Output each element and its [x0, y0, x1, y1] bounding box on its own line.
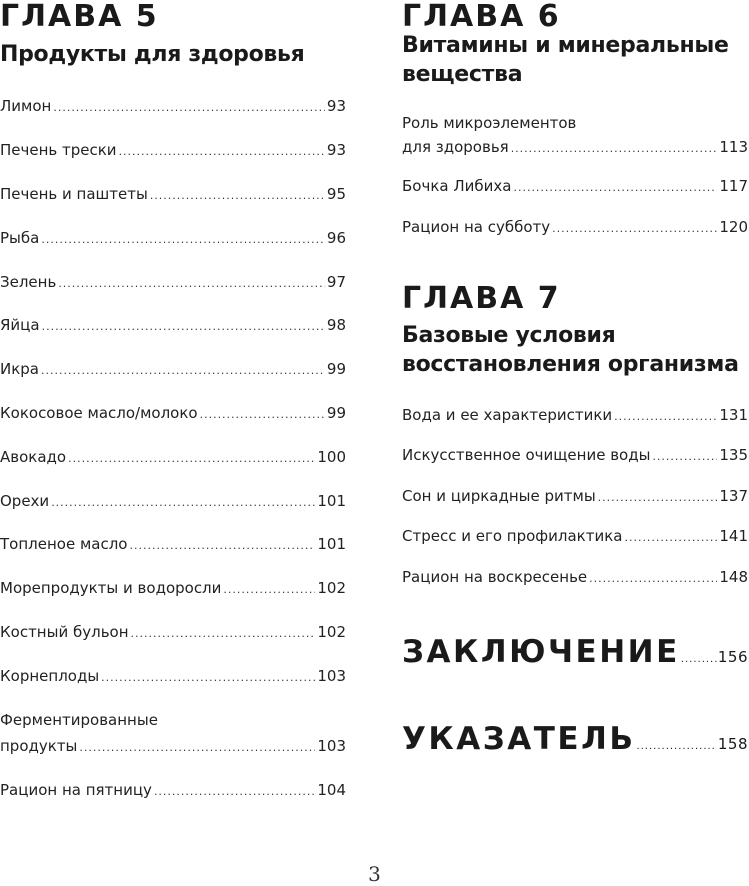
toc-entry-page: 100 — [317, 448, 346, 466]
leader-dots — [101, 666, 315, 690]
index-entry[interactable] — [402, 721, 748, 757]
leader-dots — [79, 736, 315, 760]
toc-entry-page: 131 — [719, 406, 748, 424]
toc-entry-title: Стресс и его профилактика — [402, 527, 623, 545]
leader-dots — [129, 534, 315, 558]
toc-entry-page: 98 — [326, 316, 346, 334]
toc-entry-title: Сон и циркадные ритмы — [402, 487, 596, 505]
toc-entry-page: 93 — [326, 141, 346, 159]
conclusion-entry[interactable] — [402, 634, 748, 670]
toc-entry-page: 103 — [317, 737, 346, 755]
index-page: 158 — [717, 735, 748, 753]
toc-entry-page: 96 — [326, 229, 346, 247]
toc-entry[interactable] — [0, 313, 346, 339]
toc-entry-title: Орехи — [0, 492, 50, 510]
toc-entry-page: 101 — [317, 492, 346, 510]
toc-entry-title: Костный бульон — [0, 623, 129, 641]
toc-entry-page: 137 — [719, 487, 748, 505]
toc-entry[interactable] — [0, 620, 346, 646]
leader-dots — [150, 184, 325, 208]
toc-entry[interactable] — [402, 484, 748, 510]
leader-dots — [42, 315, 325, 339]
toc-entry-title-line1: Ферментированные — [0, 711, 158, 729]
leader-dots — [131, 622, 316, 646]
conclusion-title: ЗАКЛЮЧЕНИЕ — [402, 634, 680, 670]
chapter7-title — [402, 321, 748, 379]
chapter6-title — [402, 31, 748, 89]
toc-entry-page: 95 — [326, 185, 346, 203]
toc-entry-title-line1: Роль микроэлементов — [402, 114, 577, 132]
leader-dots — [223, 578, 315, 602]
toc-entry-title: Морепродукты и водоросли — [0, 579, 222, 597]
toc-entry-title: Топленое масло — [0, 535, 128, 553]
leader-dots — [513, 176, 717, 200]
leader-dots — [53, 96, 325, 120]
toc-entry-page: 99 — [326, 404, 346, 422]
toc-entry-title: Икра — [0, 360, 39, 378]
leader-dots — [552, 217, 717, 241]
toc-entry-page: 104 — [317, 781, 346, 799]
leader-dots — [154, 780, 315, 804]
toc-entry-title: Яйца — [0, 316, 40, 334]
chapter5-title: Продукты для здоровья — [0, 42, 305, 67]
toc-entry-title: Лимон — [0, 97, 52, 115]
toc-entry[interactable] — [402, 524, 748, 550]
chapter7-title-line1: Базовые условия — [402, 323, 616, 348]
toc-entry[interactable] — [402, 443, 748, 469]
chapter6-label: ГЛАВА 6 — [402, 0, 561, 34]
toc-entry-title: Вода и ее характеристики — [402, 406, 613, 424]
toc-entry-page: 135 — [719, 446, 748, 464]
toc-entry-page: 120 — [719, 218, 748, 236]
toc-entry-page: 102 — [317, 579, 346, 597]
toc-entry-page: 141 — [719, 527, 748, 545]
toc-entry-title: Кокосовое масло/молоко — [0, 404, 198, 422]
chapter7-title-line2: восстановления организма — [402, 352, 739, 377]
toc-entry[interactable] — [0, 138, 346, 164]
leader-dots — [598, 486, 718, 510]
leader-dots — [624, 526, 717, 550]
leader-dots — [51, 491, 315, 515]
chapter5-label: ГЛАВА 5 — [0, 0, 159, 34]
leader-dots — [119, 140, 325, 164]
toc-entry-title: Печень и паштеты — [0, 185, 148, 203]
toc-entry[interactable] — [0, 576, 346, 602]
toc-entry-title: Рацион на пятницу — [0, 781, 152, 799]
toc-entry[interactable] — [402, 215, 748, 241]
toc-entry-title: Рацион на субботу — [402, 218, 551, 236]
toc-entry-title: Корнеплоды — [0, 667, 100, 685]
leader-dots — [681, 654, 717, 665]
toc-entry-page: 99 — [326, 360, 346, 378]
chapter6-title-line1: Витамины и минеральные — [402, 33, 729, 58]
leader-dots — [200, 403, 325, 427]
toc-entry[interactable] — [0, 708, 346, 760]
leader-dots — [41, 228, 325, 252]
toc-entry-title: продукты — [0, 737, 78, 755]
leader-dots — [636, 741, 716, 752]
toc-entry[interactable] — [0, 532, 346, 558]
toc-entry[interactable] — [402, 403, 748, 429]
toc-entry-title: Печень трески — [0, 141, 117, 159]
toc-entry-title: для здоровья — [402, 138, 509, 156]
toc-entry-page: 113 — [719, 138, 748, 156]
leader-dots — [589, 567, 717, 591]
toc-entry-page: 117 — [719, 177, 748, 195]
toc-entry[interactable] — [402, 111, 748, 161]
toc-entry-page: 97 — [326, 273, 346, 291]
toc-entry[interactable] — [0, 489, 346, 515]
toc-entry-page: 93 — [326, 97, 346, 115]
chapter7-label: ГЛАВА 7 — [402, 281, 561, 316]
toc-entry-title: Рацион на воскресенье — [402, 568, 588, 586]
toc-entry[interactable] — [0, 270, 346, 296]
toc-entry[interactable] — [0, 182, 346, 208]
toc-entry[interactable] — [0, 778, 346, 804]
toc-entry[interactable] — [0, 94, 346, 120]
leader-dots — [68, 447, 315, 471]
toc-entry-page: 148 — [719, 568, 748, 586]
page-number: 3 — [368, 862, 381, 886]
toc-entry-title: Авокадо — [0, 448, 67, 466]
toc-entry-page: 101 — [317, 535, 346, 553]
leader-dots — [41, 359, 325, 383]
leader-dots — [511, 137, 718, 161]
leader-dots — [58, 272, 325, 296]
toc-entry[interactable] — [402, 174, 748, 200]
toc-entry-title: Бочка Либиха — [402, 177, 512, 195]
toc-entry[interactable] — [0, 357, 346, 383]
chapter6-title-line2: вещества — [402, 62, 523, 87]
toc-entry-title: Зелень — [0, 273, 57, 291]
toc-entry[interactable] — [0, 664, 346, 690]
toc-entry[interactable] — [0, 445, 346, 471]
toc-entry-page: 103 — [317, 667, 346, 685]
leader-dots — [614, 405, 717, 429]
index-title: УКАЗАТЕЛЬ — [402, 721, 636, 757]
leader-dots — [652, 445, 717, 469]
toc-entry[interactable] — [0, 226, 346, 252]
conclusion-page: 156 — [717, 648, 748, 666]
toc-entry[interactable] — [402, 565, 748, 591]
toc-entry-title: Рыба — [0, 229, 40, 247]
toc-entry[interactable] — [0, 401, 346, 427]
toc-entry-page: 102 — [317, 623, 346, 641]
toc-entry-title: Искусственное очищение воды — [402, 446, 651, 464]
